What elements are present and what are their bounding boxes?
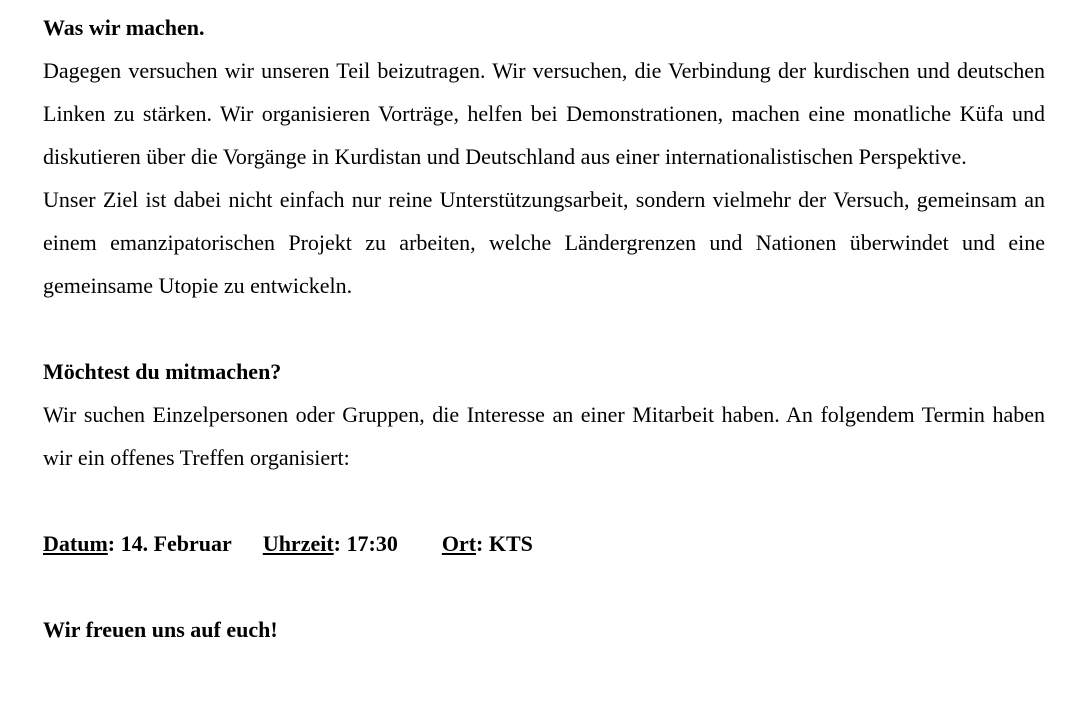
closing-line: Wir freuen uns auf euch! (43, 617, 278, 642)
section-heading-mitmachen: Möchtest du mitmachen? (43, 359, 282, 384)
paragraph-goal: Unser Ziel ist dabei nicht einfach nur reine Unterstützungsarbeit, sondern vielmehr der Versuch, gemeinsam an einem emanzipatorischen Projekt zu arbeiten, welche Ländergrenzen und Nationen überwindet und eine gemeinsame Utopie zu entwickeln. (43, 187, 1045, 298)
date-label: Datum (43, 531, 108, 556)
meeting-details (43, 522, 1045, 565)
paragraph-invitation: Wir suchen Einzelpersonen oder Gruppen, die Interesse an einer Mitarbeit haben. An folgendem Termin haben wir ein offenes Treffen organisiert: (43, 402, 1045, 470)
date-value: : 14. Februar (107, 531, 232, 556)
time-label: Uhrzeit (262, 531, 334, 556)
place-value: : KTS (476, 531, 533, 556)
section-heading-was-wir-machen: Was wir machen. (43, 15, 205, 40)
place-label: Ort (441, 531, 477, 556)
time-value: : 17:30 (333, 531, 398, 556)
spacer (43, 479, 1045, 522)
spacer (43, 307, 1045, 350)
spacer (43, 565, 1045, 608)
paragraph-activities: Dagegen versuchen wir unseren Teil beizutragen. Wir versuchen, die Verbindung der kurdischen und deutschen Linken zu stärken. Wir organisieren Vorträge, helfen bei Demonstrationen, machen eine monatliche Küfa und diskutieren über die Vorgänge in Kurdistan und Deutschland aus einer internationalistischen Perspektive. (43, 58, 1045, 169)
